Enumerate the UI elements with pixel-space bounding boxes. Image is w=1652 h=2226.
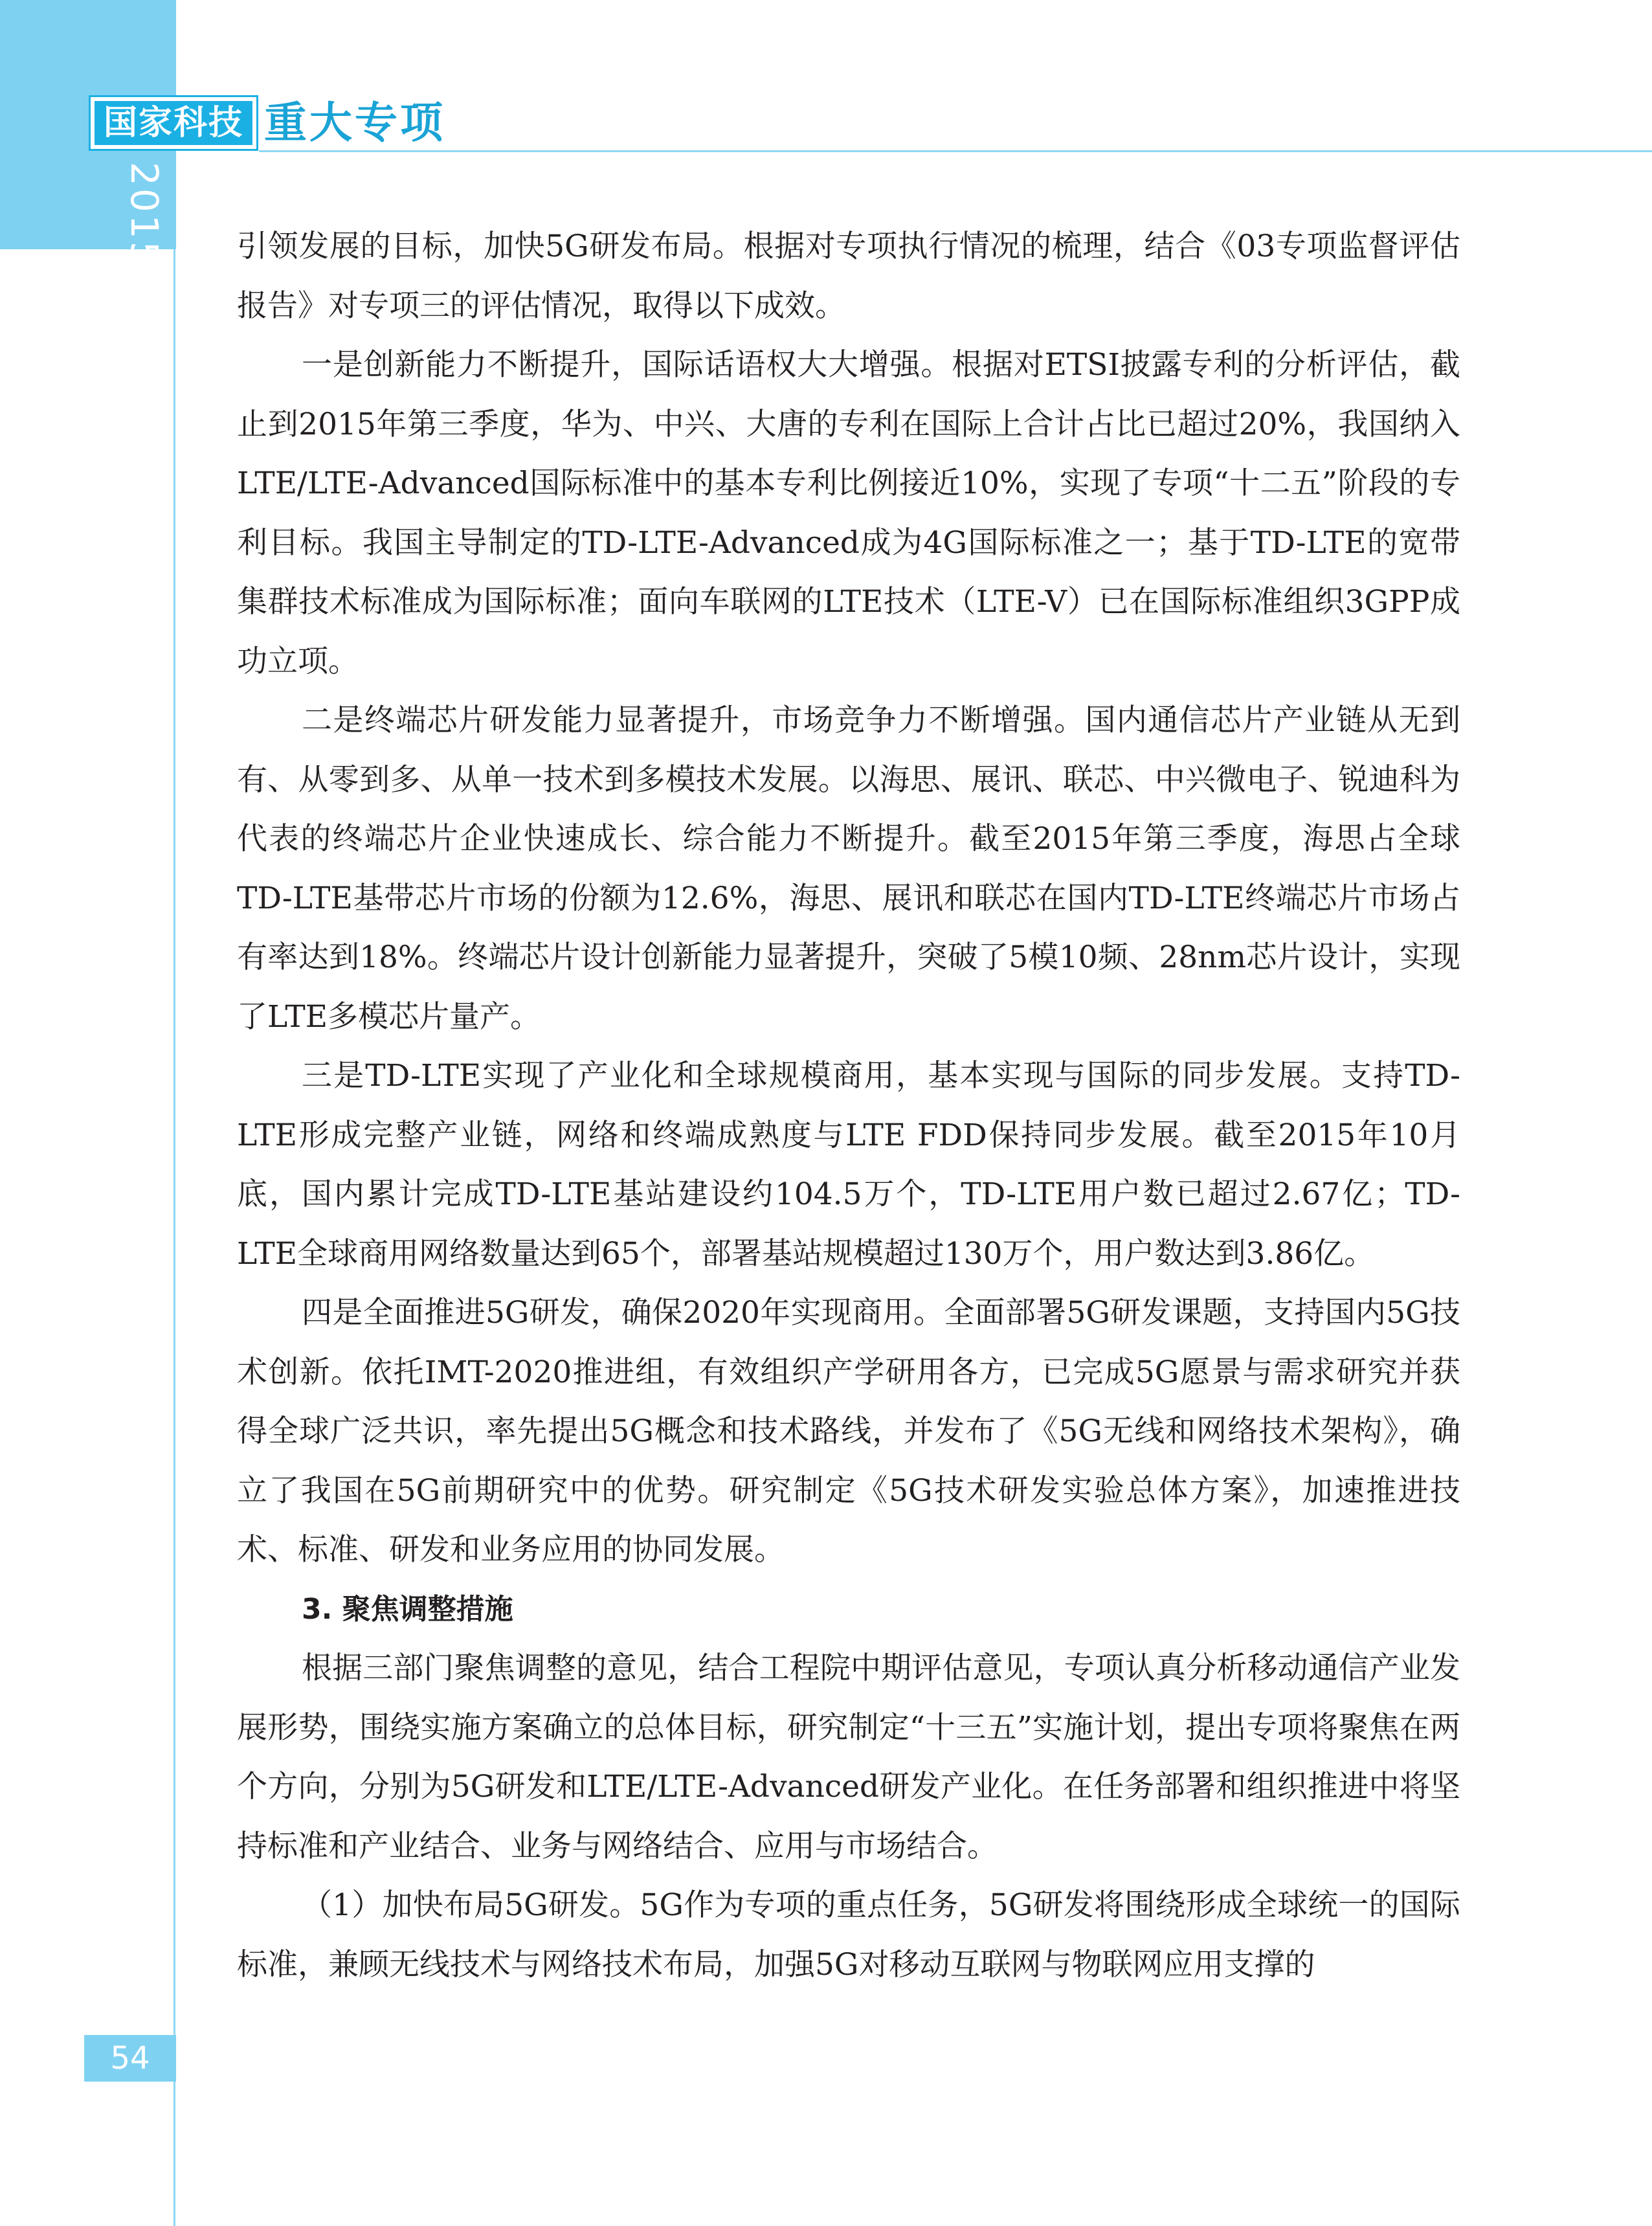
paragraph-7: （1）加快布局5G研发。5G作为专项的重点任务，5G研发将围绕形成全球统一的国际标准，兼顾无线技术与网络技术布局，加强5G对移动互联网与物联网应用支撑的 <box>237 1887 1460 1983</box>
brand-header <box>91 97 445 149</box>
brand-title: 重大专项 <box>264 98 446 148</box>
report-year-label: 2015 年度报告 <box>122 162 166 444</box>
page-number: 54 <box>84 2035 176 2082</box>
header-rule <box>259 150 1652 152</box>
paragraph-5: 四是全面推进5G研发，确保2020年实现商用。全面部署5G研发课题，支持国内5G技术创新。依托IMT-2020推进组，有效组织产学研用各方，已完成5G愿景与需求研究并获得全球广泛共识，率先提出5G概念和技术路线，并发布了《5G无线和网络技术架构》，确立了我国在5G前期研究中的优势。研究制定《5G技术研发实验总体方案》，加速推进技术、标准、研发和业务应用的协同发展。 <box>237 1295 1460 1568</box>
paragraph-3: 二是终端芯片研发能力显著提升，市场竞争力不断增强。国内通信芯片产业链从无到有、从零到多、从单一技术到多模技术发展。以海思、展讯、联芯、中兴微电子、锐迪科为代表的终端芯片企业快速成长、综合能力不断提升。截至2015年第三季度，海思占全球TD-LTE基带芯片市场的份额为12.6%，海思、展讯和联芯在国内TD-LTE终端芯片市场占有率达到18%。终端芯片设计创新能力显著提升，突破了5模10频、28nm芯片设计，实现了LTE多模芯片量产。 <box>237 703 1460 1035</box>
body-text <box>237 217 1460 1994</box>
paragraph-6: 根据三部门聚焦调整的意见，结合工程院中期评估意见，专项认真分析移动通信产业发展形势，围绕实施方案确立的总体目标，研究制定“十三五”实施计划，提出专项将聚焦在两个方向，分别为5G研发和LTE/LTE-Advanced研发产业化。在任务部署和组织推进中将坚持标准和产业结合、业务与网络结合、应用与市场结合。 <box>237 1650 1460 1864</box>
section-heading: 3. 聚焦调整措施 <box>302 1592 513 1626</box>
paragraph-4: 三是TD-LTE实现了产业化和全球规模商用，基本实现与国际的同步发展。支持TD-LTE形成完整产业链，网络和终端成熟度与LTE FDD保持同步发展。截至2015年10月底，国内累计完成TD-LTE基站建设约104.5万个，TD-LTE用户数已超过2.67亿；TD-LTE全球商用网络数量达到65个，部署基站规模超过130万个，用户数达到3.86亿。 <box>237 1058 1460 1272</box>
brand-box: 国家科技 <box>91 97 256 149</box>
sidebar-rule <box>173 249 175 2226</box>
paragraph-2: 一是创新能力不断提升，国际话语权大大增强。根据对ETSI披露专利的分析评估，截止到2015年第三季度，华为、中兴、大唐的专利在国际上合计占比已超过20%，我国纳入LTE/LTE-Advanced国际标准中的基本专利比例接近10%，实现了专项“十二五”阶段的专利目标。我国主导制定的TD-LTE-Advanced成为4G国际标准之一；基于TD-LTE的宽带集群技术标准成为国际标准；面向车联网的LTE技术（LTE-V）已在国际标准组织3GPP成功立项。 <box>237 347 1460 679</box>
paragraph-1: 引领发展的目标，加快5G研发布局。根据对专项执行情况的梳理，结合《03专项监督评估报告》对专项三的评估情况，取得以下成效。 <box>237 229 1460 324</box>
